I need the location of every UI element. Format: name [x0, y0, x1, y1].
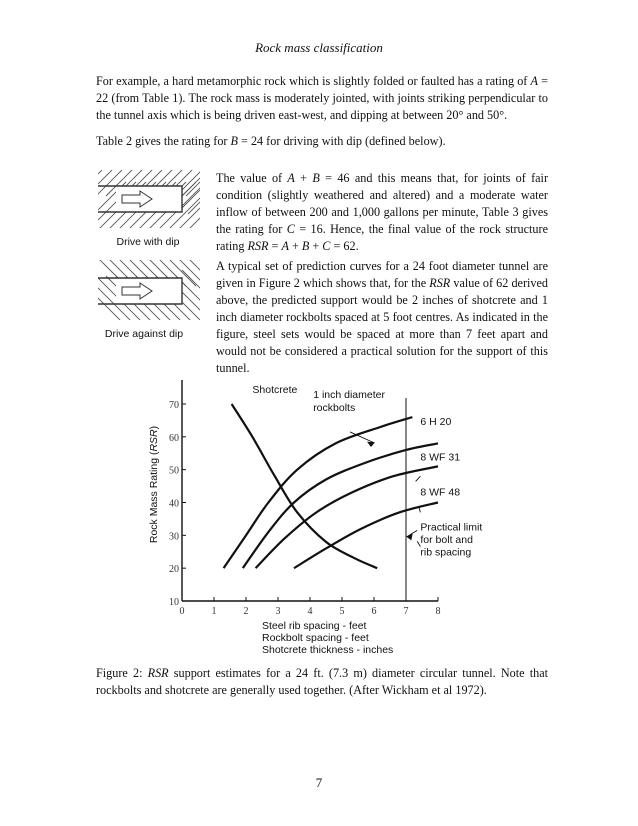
y-tick-label: 10: [169, 597, 179, 608]
shotcrete-label: Shotcrete: [252, 384, 298, 397]
figure-caption: Figure 2: RSR support estimates for a 24 ft. (7.3 m) diameter circular tunnel. Note that rockbolts and shotcrete are generally used together. (After Wickham et al 1972).: [96, 666, 548, 697]
running-header: Rock mass classification: [255, 40, 383, 55]
leader-arrowhead: [407, 535, 412, 540]
x-axis-label-line: Shotcrete thickness - inches: [262, 644, 394, 656]
x-tick-labels: [180, 597, 441, 617]
x-tick-label: 3: [275, 606, 281, 617]
rockbolts-label-line1: 1 inch diameter: [313, 389, 385, 402]
wf48-label: 8 WF 48: [420, 486, 461, 499]
arrow-right-icon: [122, 191, 152, 207]
curve-1-inch-diameter-rockbolts: [224, 417, 413, 568]
x-tick-label: 4: [307, 606, 313, 617]
body-paragraph-3: The value of A + B = 46 and this means that, for joints of fair condition (slightly weathered and altered) and a moderate water inflow of between 200 and 1,000 gallons per minute, Table 3 gives the rating for C = 16. Hence, the final value of the rock structure rating RSR = A + B + C = 62.: [216, 171, 548, 253]
y-tick-label: 60: [169, 432, 179, 444]
drive-with-dip-sketch: [96, 168, 206, 254]
intro-paragraph-2: Table 2 gives the rating for B = 24 for driving with dip (defined below).: [96, 134, 446, 148]
x-tick-label: 0: [179, 606, 185, 617]
x-tick-label: 6: [371, 606, 377, 617]
h20-leader: [416, 476, 421, 481]
x-axis-label: [262, 620, 393, 656]
h20-label: 6 H 20: [420, 416, 452, 429]
leader-arrowhead: [368, 442, 374, 446]
y-tick-label: 20: [169, 564, 179, 576]
wf31-label: 8 WF 31: [420, 451, 461, 464]
drive-with-dip-label: Drive with dip: [116, 236, 180, 248]
limit-label-line1: Practical limit: [420, 521, 483, 534]
x-tick-label: 8: [435, 606, 441, 617]
y-axis-label: Rock Mass Rating (RSR): [148, 425, 160, 544]
x-tick-label: 1: [211, 606, 217, 617]
y-tick-label: 30: [169, 531, 179, 543]
drive-against-dip-sketch: [96, 258, 206, 344]
intro-paragraph-1: For example, a hard metamorphic rock which is slightly folded or faulted has a rating of A = 22 (from Table 1). The rock mass is moderately jointed, with joints striking perpendicular to the tunnel axis which is being driven east-west, and dipping at between 20° and 50°.: [96, 74, 549, 122]
x-tick-label: 5: [339, 606, 345, 617]
y-tick-label: 40: [169, 498, 179, 510]
curve-shotcrete: [232, 404, 378, 568]
curve-8-wf-31: [256, 466, 438, 568]
page-number: 7: [315, 775, 323, 790]
rockbolts-label-line2: rockbolts: [313, 402, 356, 415]
rsr-support-chart: [140, 372, 500, 662]
x-tick-label: 7: [403, 606, 409, 617]
y-tick-label: 70: [169, 400, 179, 411]
limit-label-line3: rib spacing: [420, 546, 472, 559]
x-tick-label: 2: [243, 606, 249, 617]
limit-label-line2: for bolt and: [420, 534, 473, 547]
curve-annotations: [252, 384, 482, 559]
y-tick-label: 50: [169, 465, 179, 477]
x-axis-label-line: Rockbolt spacing - feet: [262, 632, 369, 644]
drive-against-dip-label: Drive against dip: [104, 328, 184, 340]
arrow-right-icon: [122, 283, 152, 299]
x-axis-label-line: Steel rib spacing - feet: [262, 620, 367, 632]
body-paragraph-4: A typical set of prediction curves for a 24 foot diameter tunnel are given in Figure 2 which shows that, for the RSR value of 62 derived above, the predicted support would be 2 inches of shotcrete and 1 inch diameter rockbolts spaced at 5 foot centres. As indicated in the figure, steel sets would be spaced at more than 7 feet apart and would not be considered a practical solution for the support of this tunnel.: [216, 259, 548, 375]
y-tick-labels: [169, 400, 186, 608]
